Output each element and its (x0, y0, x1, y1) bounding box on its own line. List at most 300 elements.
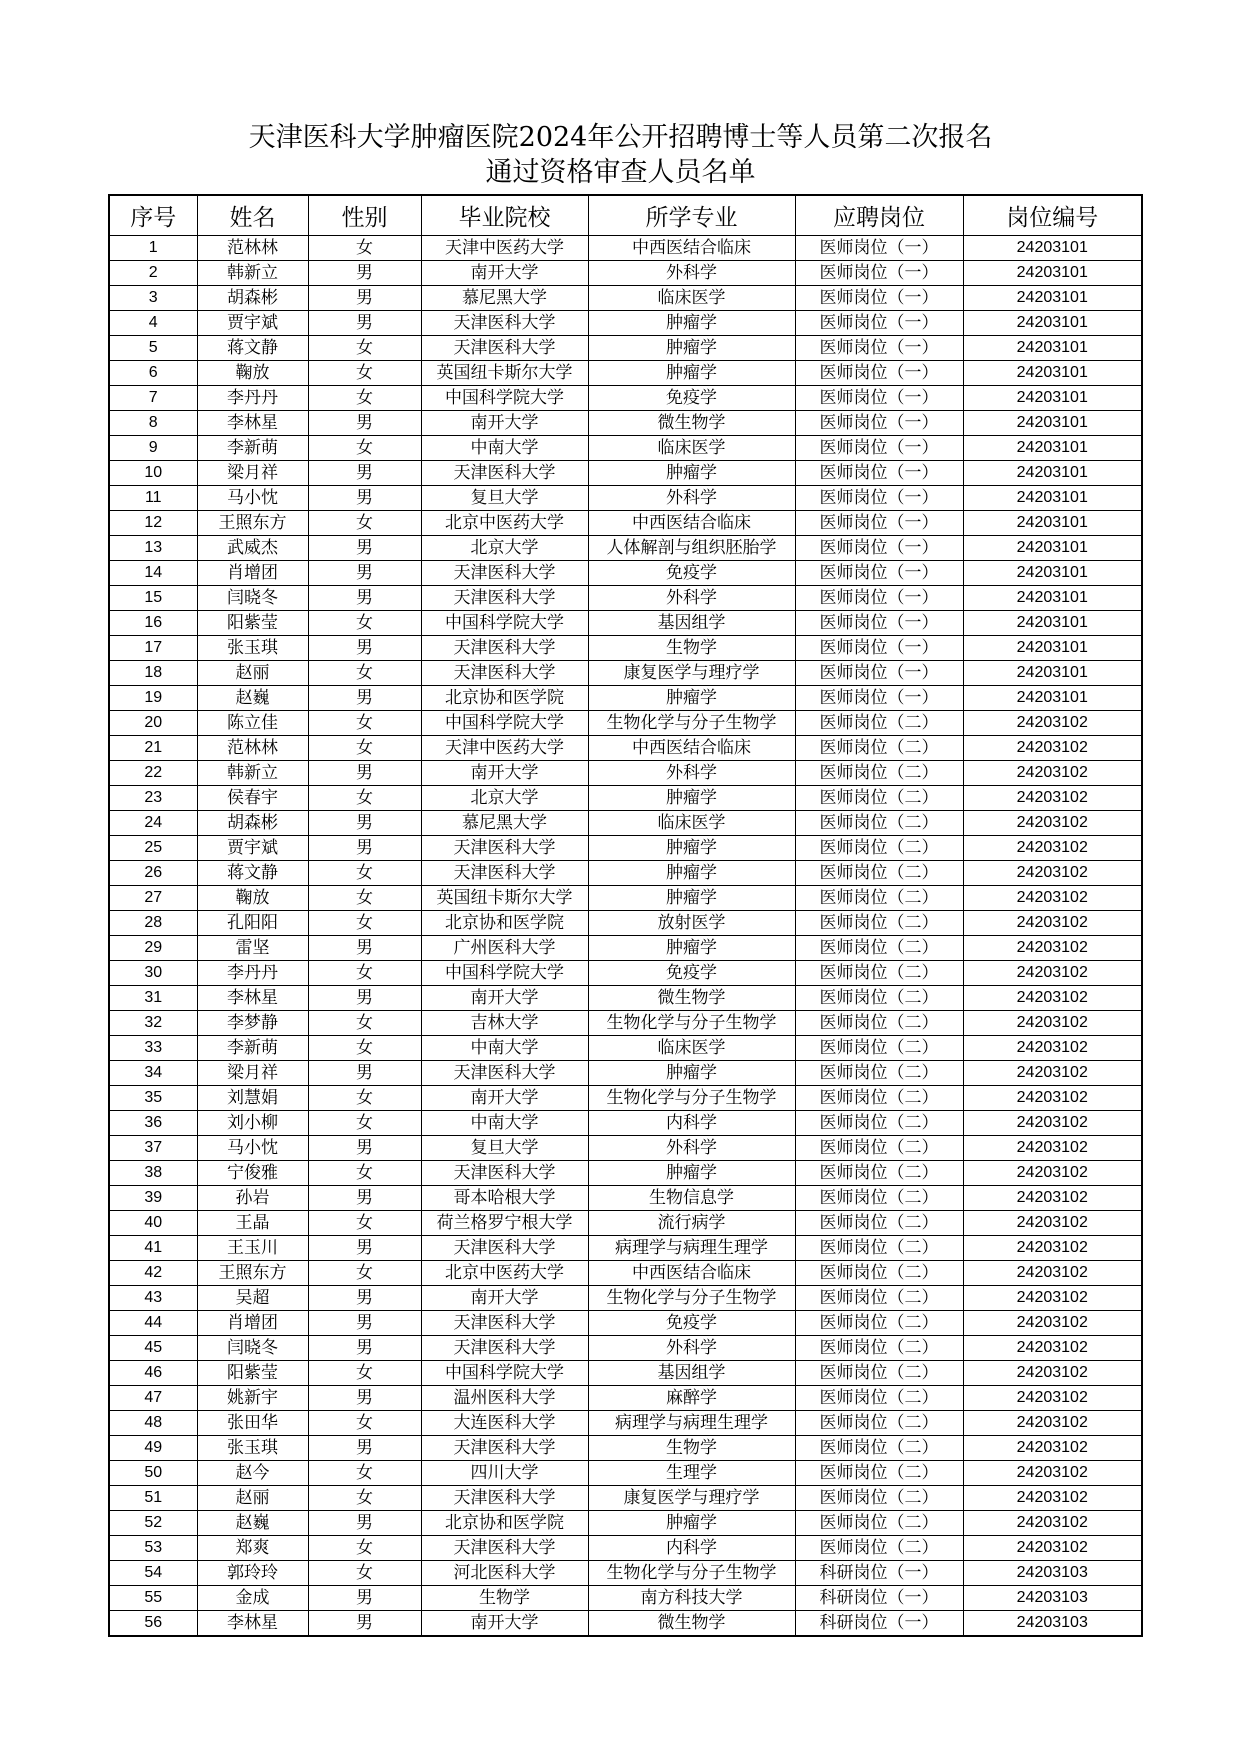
cell-gender: 男 (308, 1186, 421, 1211)
cell-index: 14 (109, 561, 197, 586)
cell-name: 梁月祥 (197, 461, 308, 486)
cell-index: 15 (109, 586, 197, 611)
cell-index: 32 (109, 1011, 197, 1036)
cell-position-code: 24203102 (963, 1386, 1142, 1411)
cell-position: 医师岗位（二） (795, 1461, 963, 1486)
cell-major: 肿瘤学 (588, 1161, 795, 1186)
cell-name: 吴超 (197, 1286, 308, 1311)
cell-position: 医师岗位（二） (795, 1036, 963, 1061)
cell-position-code: 24203101 (963, 286, 1142, 311)
cell-position-code: 24203102 (963, 936, 1142, 961)
cell-index: 55 (109, 1586, 197, 1611)
cell-index: 47 (109, 1386, 197, 1411)
col-header-major: 所学专业 (588, 195, 795, 236)
cell-name: 赵巍 (197, 686, 308, 711)
table-row (109, 1061, 1142, 1086)
cell-name: 雷坚 (197, 936, 308, 961)
cell-position: 医师岗位（二） (795, 1161, 963, 1186)
cell-position-code: 24203102 (963, 836, 1142, 861)
candidate-table (108, 194, 1143, 1637)
cell-index: 31 (109, 986, 197, 1011)
table-row (109, 1511, 1142, 1536)
cell-major: 免疫学 (588, 386, 795, 411)
cell-gender: 男 (308, 686, 421, 711)
cell-school: 中国科学院大学 (421, 711, 588, 736)
cell-name: 李新萌 (197, 436, 308, 461)
cell-position: 医师岗位（一） (795, 611, 963, 636)
cell-position-code: 24203102 (963, 1286, 1142, 1311)
cell-major: 生物化学与分子生物学 (588, 1286, 795, 1311)
cell-position-code: 24203101 (963, 511, 1142, 536)
cell-position: 医师岗位（一） (795, 586, 963, 611)
cell-gender: 男 (308, 1311, 421, 1336)
cell-gender: 男 (308, 1336, 421, 1361)
cell-gender: 男 (308, 1511, 421, 1536)
cell-gender: 男 (308, 1061, 421, 1086)
cell-gender: 女 (308, 1411, 421, 1436)
cell-gender: 男 (308, 461, 421, 486)
table-row (109, 1161, 1142, 1186)
cell-position-code: 24203102 (963, 761, 1142, 786)
cell-position: 医师岗位（一） (795, 261, 963, 286)
cell-school: 北京中医药大学 (421, 511, 588, 536)
cell-index: 46 (109, 1361, 197, 1386)
table-row (109, 1336, 1142, 1361)
cell-major: 临床医学 (588, 436, 795, 461)
cell-gender: 女 (308, 1111, 421, 1136)
table-row (109, 836, 1142, 861)
cell-index: 23 (109, 786, 197, 811)
cell-position: 医师岗位（二） (795, 786, 963, 811)
cell-position: 医师岗位（二） (795, 1136, 963, 1161)
cell-school: 天津中医药大学 (421, 736, 588, 761)
cell-gender: 男 (308, 536, 421, 561)
cell-position: 医师岗位（一） (795, 661, 963, 686)
cell-index: 26 (109, 861, 197, 886)
table-row (109, 1536, 1142, 1561)
cell-index: 44 (109, 1311, 197, 1336)
cell-index: 24 (109, 811, 197, 836)
cell-gender: 男 (308, 1436, 421, 1461)
table-row (109, 1186, 1142, 1211)
cell-name: 王照东方 (197, 511, 308, 536)
table-row (109, 1586, 1142, 1611)
cell-name: 李梦静 (197, 1011, 308, 1036)
cell-major: 免疫学 (588, 961, 795, 986)
cell-position-code: 24203101 (963, 411, 1142, 436)
cell-name: 王晶 (197, 1211, 308, 1236)
cell-index: 9 (109, 436, 197, 461)
cell-school: 吉林大学 (421, 1011, 588, 1036)
cell-major: 南方科技大学 (588, 1586, 795, 1611)
cell-school: 中国科学院大学 (421, 611, 588, 636)
cell-major: 肿瘤学 (588, 686, 795, 711)
table-row (109, 311, 1142, 336)
cell-index: 50 (109, 1461, 197, 1486)
cell-position: 医师岗位（二） (795, 811, 963, 836)
cell-name: 张田华 (197, 1411, 308, 1436)
table-row (109, 386, 1142, 411)
cell-name: 梁月祥 (197, 1061, 308, 1086)
cell-position: 医师岗位（二） (795, 736, 963, 761)
cell-position-code: 24203101 (963, 436, 1142, 461)
cell-gender: 女 (308, 1361, 421, 1386)
cell-name: 胡森彬 (197, 286, 308, 311)
cell-school: 天津医科大学 (421, 336, 588, 361)
cell-position: 医师岗位（一） (795, 311, 963, 336)
cell-index: 34 (109, 1061, 197, 1086)
cell-position-code: 24203102 (963, 1261, 1142, 1286)
cell-position-code: 24203102 (963, 1086, 1142, 1111)
cell-index: 16 (109, 611, 197, 636)
cell-position-code: 24203102 (963, 1361, 1142, 1386)
cell-major: 肿瘤学 (588, 336, 795, 361)
cell-position-code: 24203101 (963, 486, 1142, 511)
cell-index: 37 (109, 1136, 197, 1161)
cell-position: 医师岗位（二） (795, 936, 963, 961)
cell-name: 陈立佳 (197, 711, 308, 736)
cell-name: 李新萌 (197, 1036, 308, 1061)
cell-position: 医师岗位（二） (795, 1411, 963, 1436)
cell-index: 33 (109, 1036, 197, 1061)
cell-name: 肖增团 (197, 1311, 308, 1336)
cell-gender: 女 (308, 961, 421, 986)
cell-major: 生物化学与分子生物学 (588, 1086, 795, 1111)
table-row (109, 736, 1142, 761)
cell-index: 45 (109, 1336, 197, 1361)
cell-gender: 女 (308, 1036, 421, 1061)
cell-major: 免疫学 (588, 561, 795, 586)
cell-major: 麻醉学 (588, 1386, 795, 1411)
cell-index: 5 (109, 336, 197, 361)
cell-name: 贾宇斌 (197, 836, 308, 861)
cell-position-code: 24203101 (963, 461, 1142, 486)
cell-major: 生物信息学 (588, 1186, 795, 1211)
cell-school: 天津医科大学 (421, 1161, 588, 1186)
cell-position: 科研岗位（一） (795, 1586, 963, 1611)
cell-position: 医师岗位（二） (795, 1011, 963, 1036)
cell-major: 生物化学与分子生物学 (588, 711, 795, 736)
cell-position: 医师岗位（一） (795, 336, 963, 361)
cell-position-code: 24203102 (963, 1311, 1142, 1336)
cell-name: 蒋文静 (197, 861, 308, 886)
cell-name: 蒋文静 (197, 336, 308, 361)
cell-school: 南开大学 (421, 761, 588, 786)
table-row (109, 536, 1142, 561)
cell-gender: 男 (308, 836, 421, 861)
cell-school: 天津医科大学 (421, 1311, 588, 1336)
cell-position-code: 24203101 (963, 536, 1142, 561)
cell-position-code: 24203101 (963, 261, 1142, 286)
cell-major: 临床医学 (588, 286, 795, 311)
cell-position: 医师岗位（一） (795, 561, 963, 586)
cell-school: 天津医科大学 (421, 861, 588, 886)
cell-position-code: 24203102 (963, 886, 1142, 911)
cell-position: 医师岗位（二） (795, 1236, 963, 1261)
cell-position: 医师岗位（一） (795, 436, 963, 461)
cell-gender: 女 (308, 1011, 421, 1036)
cell-position: 医师岗位（二） (795, 1536, 963, 1561)
cell-index: 53 (109, 1536, 197, 1561)
cell-major: 中西医结合临床 (588, 511, 795, 536)
cell-position-code: 24203103 (963, 1586, 1142, 1611)
cell-index: 29 (109, 936, 197, 961)
cell-gender: 男 (308, 486, 421, 511)
cell-name: 马小忱 (197, 1136, 308, 1161)
cell-gender: 男 (308, 986, 421, 1011)
cell-major: 人体解剖与组织胚胎学 (588, 536, 795, 561)
cell-major: 肿瘤学 (588, 311, 795, 336)
cell-position-code: 24203102 (963, 1461, 1142, 1486)
cell-major: 康复医学与理疗学 (588, 661, 795, 686)
cell-school: 中南大学 (421, 436, 588, 461)
cell-major: 病理学与病理生理学 (588, 1236, 795, 1261)
cell-gender: 女 (308, 1536, 421, 1561)
cell-index: 1 (109, 236, 197, 261)
cell-school: 天津医科大学 (421, 636, 588, 661)
cell-position-code: 24203102 (963, 1111, 1142, 1136)
table-row (109, 1036, 1142, 1061)
cell-name: 贾宇斌 (197, 311, 308, 336)
cell-position: 医师岗位（一） (795, 636, 963, 661)
cell-position: 医师岗位（二） (795, 961, 963, 986)
cell-gender: 女 (308, 1211, 421, 1236)
cell-school: 北京协和医学院 (421, 686, 588, 711)
cell-position-code: 24203101 (963, 561, 1142, 586)
cell-major: 生理学 (588, 1461, 795, 1486)
cell-major: 中西医结合临床 (588, 1261, 795, 1286)
cell-school: 天津医科大学 (421, 1336, 588, 1361)
cell-position-code: 24203102 (963, 1011, 1142, 1036)
cell-position-code: 24203102 (963, 1061, 1142, 1086)
cell-school: 温州医科大学 (421, 1386, 588, 1411)
cell-gender: 男 (308, 1136, 421, 1161)
table-row (109, 1561, 1142, 1586)
cell-major: 免疫学 (588, 1311, 795, 1336)
cell-position: 医师岗位（二） (795, 1086, 963, 1111)
cell-position-code: 24203102 (963, 1036, 1142, 1061)
cell-position-code: 24203102 (963, 811, 1142, 836)
cell-position: 医师岗位（二） (795, 836, 963, 861)
cell-school: 南开大学 (421, 261, 588, 286)
cell-gender: 女 (308, 1261, 421, 1286)
cell-major: 微生物学 (588, 1611, 795, 1637)
cell-school: 南开大学 (421, 1286, 588, 1311)
col-header-name: 姓名 (197, 195, 308, 236)
cell-gender: 男 (308, 1236, 421, 1261)
cell-school: 天津医科大学 (421, 1486, 588, 1511)
cell-gender: 男 (308, 1386, 421, 1411)
table-row (109, 886, 1142, 911)
cell-name: 李林星 (197, 411, 308, 436)
cell-gender: 女 (308, 1161, 421, 1186)
cell-gender: 女 (308, 886, 421, 911)
cell-name: 武威杰 (197, 536, 308, 561)
cell-school: 天津医科大学 (421, 1536, 588, 1561)
cell-gender: 男 (308, 261, 421, 286)
cell-position-code: 24203102 (963, 1436, 1142, 1461)
table-row (109, 561, 1142, 586)
cell-school: 北京协和医学院 (421, 1511, 588, 1536)
cell-index: 12 (109, 511, 197, 536)
cell-index: 11 (109, 486, 197, 511)
cell-gender: 男 (308, 586, 421, 611)
table-row (109, 1311, 1142, 1336)
cell-major: 内科学 (588, 1536, 795, 1561)
cell-major: 肿瘤学 (588, 1061, 795, 1086)
cell-major: 外科学 (588, 1136, 795, 1161)
cell-gender: 男 (308, 286, 421, 311)
cell-gender: 男 (308, 411, 421, 436)
cell-school: 英国纽卡斯尔大学 (421, 361, 588, 386)
cell-position: 医师岗位（一） (795, 686, 963, 711)
cell-index: 3 (109, 286, 197, 311)
cell-position: 医师岗位（二） (795, 1311, 963, 1336)
cell-name: 韩新立 (197, 761, 308, 786)
cell-position: 医师岗位（一） (795, 236, 963, 261)
cell-index: 43 (109, 1286, 197, 1311)
cell-name: 金成 (197, 1586, 308, 1611)
cell-index: 42 (109, 1261, 197, 1286)
table-row (109, 1361, 1142, 1386)
cell-index: 39 (109, 1186, 197, 1211)
cell-major: 生物学 (588, 1436, 795, 1461)
table-row (109, 1236, 1142, 1261)
cell-position-code: 24203102 (963, 1336, 1142, 1361)
cell-index: 13 (109, 536, 197, 561)
cell-major: 临床医学 (588, 1036, 795, 1061)
table-row (109, 286, 1142, 311)
cell-name: 宁俊雅 (197, 1161, 308, 1186)
cell-name: 阳紫莹 (197, 611, 308, 636)
table-row (109, 1111, 1142, 1136)
cell-gender: 女 (308, 611, 421, 636)
cell-major: 中西医结合临床 (588, 736, 795, 761)
cell-index: 19 (109, 686, 197, 711)
cell-gender: 女 (308, 736, 421, 761)
cell-position: 医师岗位（一） (795, 461, 963, 486)
cell-position: 医师岗位（二） (795, 1061, 963, 1086)
cell-major: 生物化学与分子生物学 (588, 1561, 795, 1586)
table-row (109, 911, 1142, 936)
cell-position: 医师岗位（一） (795, 536, 963, 561)
cell-major: 生物化学与分子生物学 (588, 1011, 795, 1036)
cell-name: 孙岩 (197, 1186, 308, 1211)
cell-gender: 男 (308, 936, 421, 961)
cell-index: 21 (109, 736, 197, 761)
cell-position: 医师岗位（一） (795, 511, 963, 536)
table-row (109, 586, 1142, 611)
cell-gender: 女 (308, 911, 421, 936)
cell-position-code: 24203102 (963, 861, 1142, 886)
cell-position: 医师岗位（二） (795, 711, 963, 736)
table-row (109, 1611, 1142, 1637)
cell-position: 医师岗位（二） (795, 886, 963, 911)
cell-school: 天津医科大学 (421, 311, 588, 336)
cell-gender: 男 (308, 1286, 421, 1311)
cell-position: 医师岗位（二） (795, 1511, 963, 1536)
cell-major: 肿瘤学 (588, 786, 795, 811)
cell-name: 孔阳阳 (197, 911, 308, 936)
cell-position: 医师岗位（二） (795, 986, 963, 1011)
cell-name: 范林林 (197, 236, 308, 261)
cell-index: 38 (109, 1161, 197, 1186)
cell-position-code: 24203102 (963, 1161, 1142, 1186)
cell-school: 中南大学 (421, 1111, 588, 1136)
cell-school: 北京大学 (421, 786, 588, 811)
col-header-position-code: 岗位编号 (963, 195, 1142, 236)
cell-position: 医师岗位（二） (795, 761, 963, 786)
cell-position-code: 24203101 (963, 686, 1142, 711)
table-row (109, 461, 1142, 486)
cell-index: 49 (109, 1436, 197, 1461)
table-row (109, 861, 1142, 886)
cell-position: 医师岗位（二） (795, 1286, 963, 1311)
cell-school: 中国科学院大学 (421, 386, 588, 411)
cell-major: 生物学 (588, 636, 795, 661)
cell-major: 流行病学 (588, 1211, 795, 1236)
cell-index: 28 (109, 911, 197, 936)
cell-school: 英国纽卡斯尔大学 (421, 886, 588, 911)
cell-position: 医师岗位（二） (795, 911, 963, 936)
cell-name: 刘小柳 (197, 1111, 308, 1136)
cell-major: 外科学 (588, 586, 795, 611)
cell-index: 27 (109, 886, 197, 911)
cell-major: 基因组学 (588, 1361, 795, 1386)
cell-position: 医师岗位（二） (795, 1386, 963, 1411)
cell-gender: 男 (308, 811, 421, 836)
cell-position-code: 24203102 (963, 1536, 1142, 1561)
cell-index: 10 (109, 461, 197, 486)
cell-school: 北京协和医学院 (421, 911, 588, 936)
cell-position-code: 24203101 (963, 636, 1142, 661)
cell-index: 56 (109, 1611, 197, 1637)
cell-name: 赵丽 (197, 1486, 308, 1511)
cell-school: 天津医科大学 (421, 561, 588, 586)
cell-position-code: 24203102 (963, 711, 1142, 736)
table-row (109, 811, 1142, 836)
cell-gender: 女 (308, 711, 421, 736)
cell-name: 鞠放 (197, 361, 308, 386)
cell-major: 外科学 (588, 261, 795, 286)
table-row (109, 711, 1142, 736)
cell-name: 马小忱 (197, 486, 308, 511)
cell-name: 李林星 (197, 1611, 308, 1637)
table-row (109, 1011, 1142, 1036)
col-header-position: 应聘岗位 (795, 195, 963, 236)
cell-position-code: 24203102 (963, 786, 1142, 811)
cell-position: 医师岗位（二） (795, 1186, 963, 1211)
cell-position-code: 24203101 (963, 661, 1142, 686)
cell-index: 2 (109, 261, 197, 286)
table-row (109, 1436, 1142, 1461)
table-row (109, 1411, 1142, 1436)
cell-major: 基因组学 (588, 611, 795, 636)
cell-school: 慕尼黑大学 (421, 286, 588, 311)
cell-position-code: 24203102 (963, 736, 1142, 761)
cell-school: 南开大学 (421, 411, 588, 436)
cell-school: 广州医科大学 (421, 936, 588, 961)
cell-position: 医师岗位（一） (795, 411, 963, 436)
cell-school: 南开大学 (421, 1611, 588, 1637)
cell-index: 35 (109, 1086, 197, 1111)
cell-position-code: 24203101 (963, 236, 1142, 261)
cell-major: 肿瘤学 (588, 836, 795, 861)
table-row (109, 1486, 1142, 1511)
cell-school: 北京大学 (421, 536, 588, 561)
table-row (109, 1461, 1142, 1486)
cell-position-code: 24203102 (963, 986, 1142, 1011)
